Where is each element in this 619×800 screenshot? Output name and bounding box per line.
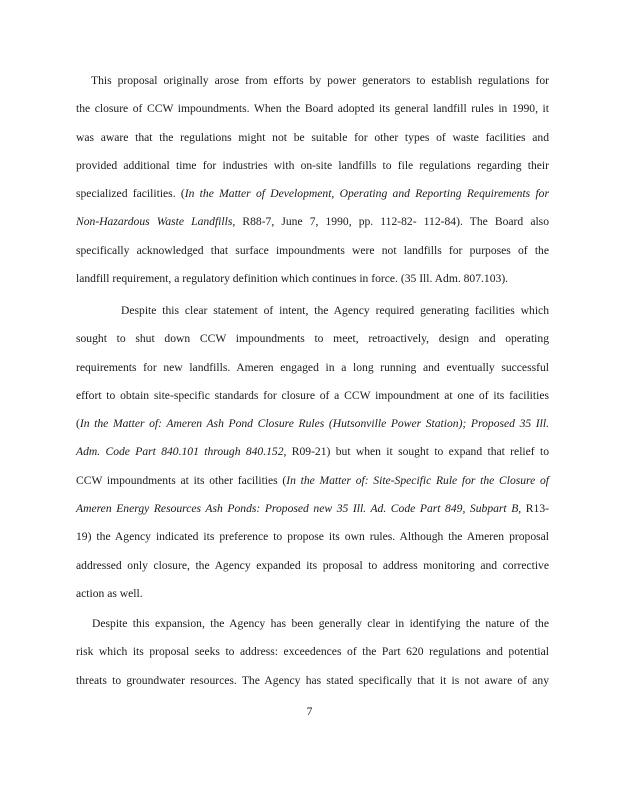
paragraph-1-line-3: was aware that the regulations might not be suitable for other types of waste facilities and xyxy=(76,130,549,144)
paragraph-2-line-7-text: CCW impoundments at its other facilities ( xyxy=(76,473,287,487)
citation-hutsonville-tail: R09-21) but when it sought to expand that relief to xyxy=(286,445,549,459)
citation-hutsonville-code: Adm. Code Part 840.101 through 840.152, xyxy=(76,445,287,459)
paragraph-1-line-6 xyxy=(76,208,549,236)
paragraph-2 xyxy=(76,297,549,608)
paragraph-2-line-9: 19) the Agency indicated its preference to propose its own rules. Although the Ameren proposal xyxy=(76,530,549,544)
citation-hutsonville: In the Matter of: Ameren Ash Pond Closure Rules (Hutsonville Power Station); Proposed 35 Ill. xyxy=(79,417,549,431)
paragraph-3-line-1: Despite this expansion, the Agency has been generally clear in identifying the nature of the xyxy=(92,617,549,630)
paragraph-2-line-11: action as well. xyxy=(76,586,143,600)
citation-landfill-tail: R88-7, June 7, 1990, pp. 112-82- 112-84). The Board also xyxy=(235,215,549,229)
paragraph-2-line-8 xyxy=(76,495,549,523)
paragraph-1-line-5-text: specialized facilities. ( xyxy=(76,187,185,201)
paragraph-1-line-8: landfill requirement, a regulatory definition which continues in force. (35 Ill. Adm. 807.103). xyxy=(76,272,509,286)
paragraph-1-line-2: the closure of CCW impoundments. When the Board adopted its general landfill rules in 1990, it xyxy=(76,102,549,116)
citation-ameren-title: Ameren Energy Resources Ash Ponds: Proposed new 35 Ill. Ad. Code Part 849, Subpart B, xyxy=(76,502,522,516)
paragraph-3 xyxy=(76,610,549,695)
paragraph-2-line-7 xyxy=(76,467,549,495)
citation-ameren-matter: In the Matter of: Site-Specific Rule for the Closure of xyxy=(286,473,549,487)
paragraph-2-line-5: (In the Matter of: Ameren Ash Pond Closure Rules (Hutsonville Power Station); Proposed 35 Ill. xyxy=(76,417,549,431)
paragraph-2-line-1: Despite this clear statement of intent, the Agency required generating facilities which xyxy=(121,304,549,317)
paragraph-3-line-3: threats to groundwater resources. The Agency has stated specifically that it is not aware of any xyxy=(76,673,549,687)
paragraph-1-line-1: This proposal originally arose from efforts by power generators to establish regulations for xyxy=(91,74,549,87)
paragraph-2-line-10: addressed only closure, the Agency expanded its proposal to address monitoring and corrective xyxy=(76,558,549,572)
citation-landfill-matter: In the Matter of Development, Operating and Reporting Requirements for xyxy=(184,187,549,201)
paragraph-3-line-2: risk which its proposal seeks to address: exceedences of the Part 620 regulations and potential xyxy=(76,645,549,659)
paragraph-1-line-4: provided additional time for industries with on-site landfills to file regulations regarding their xyxy=(76,158,549,172)
page-number: 7 xyxy=(306,705,313,718)
paragraph-1 xyxy=(76,67,549,293)
paragraph-2-line-2: sought to shut down CCW impoundments to meet, retroactively, design and operating xyxy=(76,332,549,346)
paragraph-1-line-5 xyxy=(76,180,549,208)
citation-landfill-title: Non-Hazardous Waste Landfills, xyxy=(76,215,236,229)
citation-ameren-tail: R13- xyxy=(521,502,549,516)
paragraph-2-line-3: requirements for new landfills. Ameren engaged in a long running and eventually successful xyxy=(76,360,549,374)
paragraph-2-line-6 xyxy=(76,438,549,466)
paragraph-1-line-7: specifically acknowledged that surface impoundments were not landfills for purposes of the xyxy=(76,243,549,257)
paragraph-2-line-4: effort to obtain site-specific standards for closure of a CCW impoundment at one of its facilities xyxy=(76,388,549,402)
